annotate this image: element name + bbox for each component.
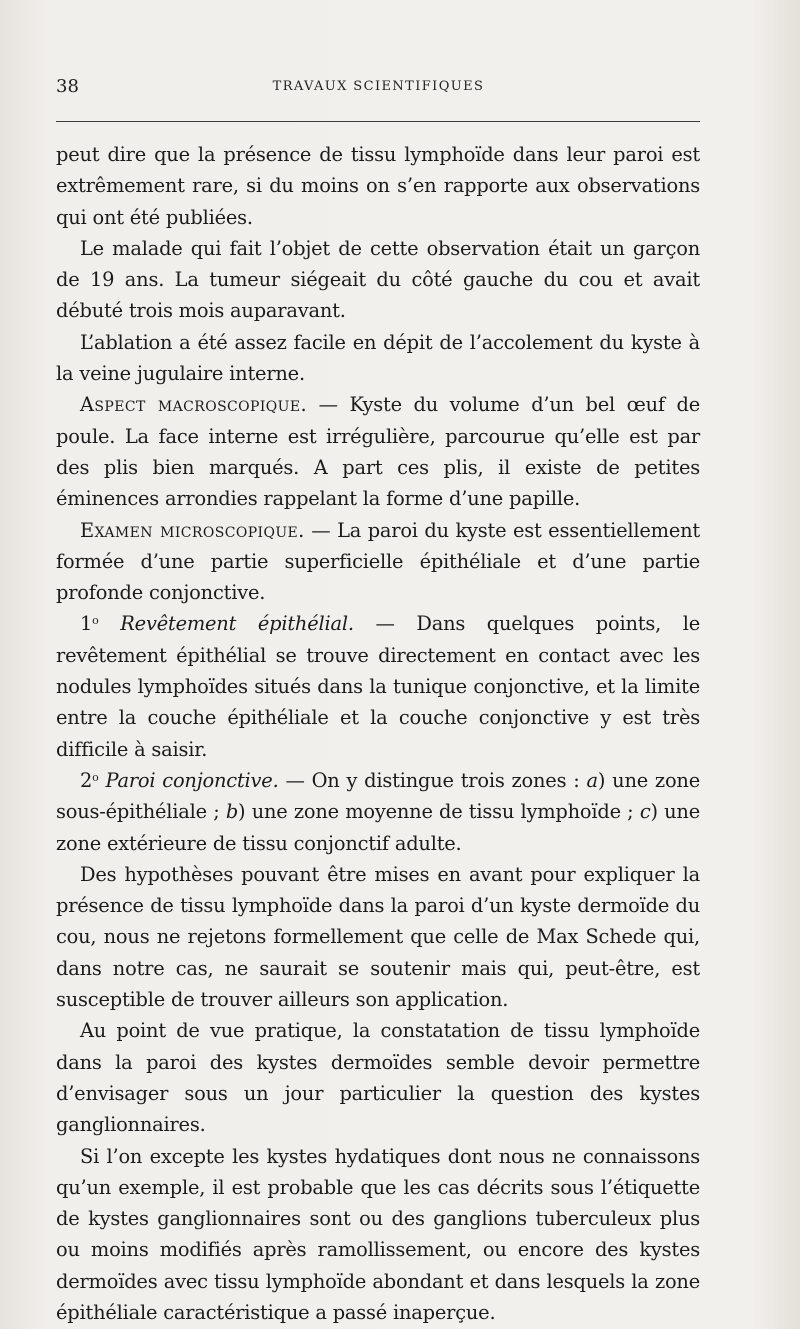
- paragraph-2: Le malade qui fait l’objet de cette observation était un garçon de 19 ans. La tumeur siégeait du côté gauche du cou et avait débuté trois mois auparavant.: [56, 236, 700, 323]
- body-text: [56, 139, 700, 1328]
- paragraph-4: [56, 389, 700, 514]
- paragraph-1: peut dire que la présence de tissu lymphoïde dans leur paroi est extrêmement rare, si du moins on s’en rapporte aux observations qui ont été publiées.: [56, 143, 700, 229]
- paragraph-6-text: — Dans quelques points, le revêtement épithélial se trouve directement en contact avec les nodules lymphoïdes situés dans la tunique conjonctive, et la limite entre la couche épithéliale et la couche conjonctive y est très difficile à saisir.: [56, 612, 701, 761]
- paragraph-10: Si l’on excepte les kystes hydatiques dont nous ne connaissons qu’un exemple, il est probable que les cas décrits sous l’étiquette de kystes ganglionnaires sont ou des ganglions tuberculeux plus ou moins modifiés après ramollissement, ou encore des kystes dermoïdes avec tissu lymphoïde abondant et dans lesquels la zone épithéliale caractéristique a passé inaperçue.: [56, 1144, 700, 1324]
- paragraph-7-text-b: ) une zone sous-épithéliale ;: [56, 768, 700, 824]
- header-rule: [56, 121, 700, 122]
- paragraph-7-text-d: ) une zone extérieure de tissu conjonctif adulte.: [56, 800, 700, 855]
- item-number-1: 1: [80, 612, 93, 636]
- zone-letter-a: a: [586, 768, 598, 792]
- item-degree-1: o: [92, 614, 99, 628]
- paragraph-7-text-c: ) une zone moyenne de tissu lymphoïde ;: [238, 800, 640, 824]
- paragraph-7-text-a: — On y distingue trois zones :: [278, 768, 587, 792]
- running-title: TRAVAUX SCIENTIFIQUES: [272, 79, 485, 94]
- paragraph-7: [56, 765, 700, 859]
- zone-letter-b: b: [225, 800, 239, 824]
- item-number-2: 2: [80, 768, 93, 792]
- section-heading-examen: Examen microscopique.: [80, 518, 305, 542]
- paragraph-8: Des hypothèses pouvant être mises en avant pour expliquer la présence de tissu lymphoïde dans la paroi d’un kyste dermoïde du cou, nous ne rejetons formellement que celle de Max Schede qui, dans notre cas, ne saurait se soutenir mais qui, peut-être, est susceptible de trouver ailleurs son application.: [56, 862, 700, 1012]
- page-number: 38: [56, 76, 79, 97]
- paragraph-9: Au point de vue pratique, la constatation de tissu lymphoïde dans la paroi des kystes dermoïdes semble devoir permettre d’envisager sous un jour particulier la question des kystes ganglionnaires.: [56, 1019, 700, 1137]
- zone-letter-c: c: [639, 800, 651, 824]
- paragraph-3: L’ablation a été assez facile en dépit de l’accolement du kyste à la veine jugulaire interne.: [56, 330, 700, 386]
- subheading-paroi: Paroi conjonctive.: [105, 768, 279, 792]
- section-heading-aspect: Aspect macroscopique.: [80, 393, 308, 417]
- paragraph-4-text: — Kyste du volume d’un bel œuf de poule. La face interne est irrégulière, parcourue qu’elle est par des plis bien marqués. A part ces plis, il existe de petites éminences arrondies rappelant la forme d’une papille.: [56, 393, 700, 511]
- paragraph-5-text: — La paroi du kyste est essentiellement formée d’une partie superficielle épithéliale et d’une partie profonde conjonctive.: [56, 518, 701, 605]
- subheading-revetement: Revêtement épithélial.: [120, 612, 354, 636]
- paragraph-5: [56, 515, 700, 609]
- item-degree-2: o: [92, 770, 99, 784]
- paragraph-6: [56, 608, 700, 764]
- page-header: [56, 76, 701, 100]
